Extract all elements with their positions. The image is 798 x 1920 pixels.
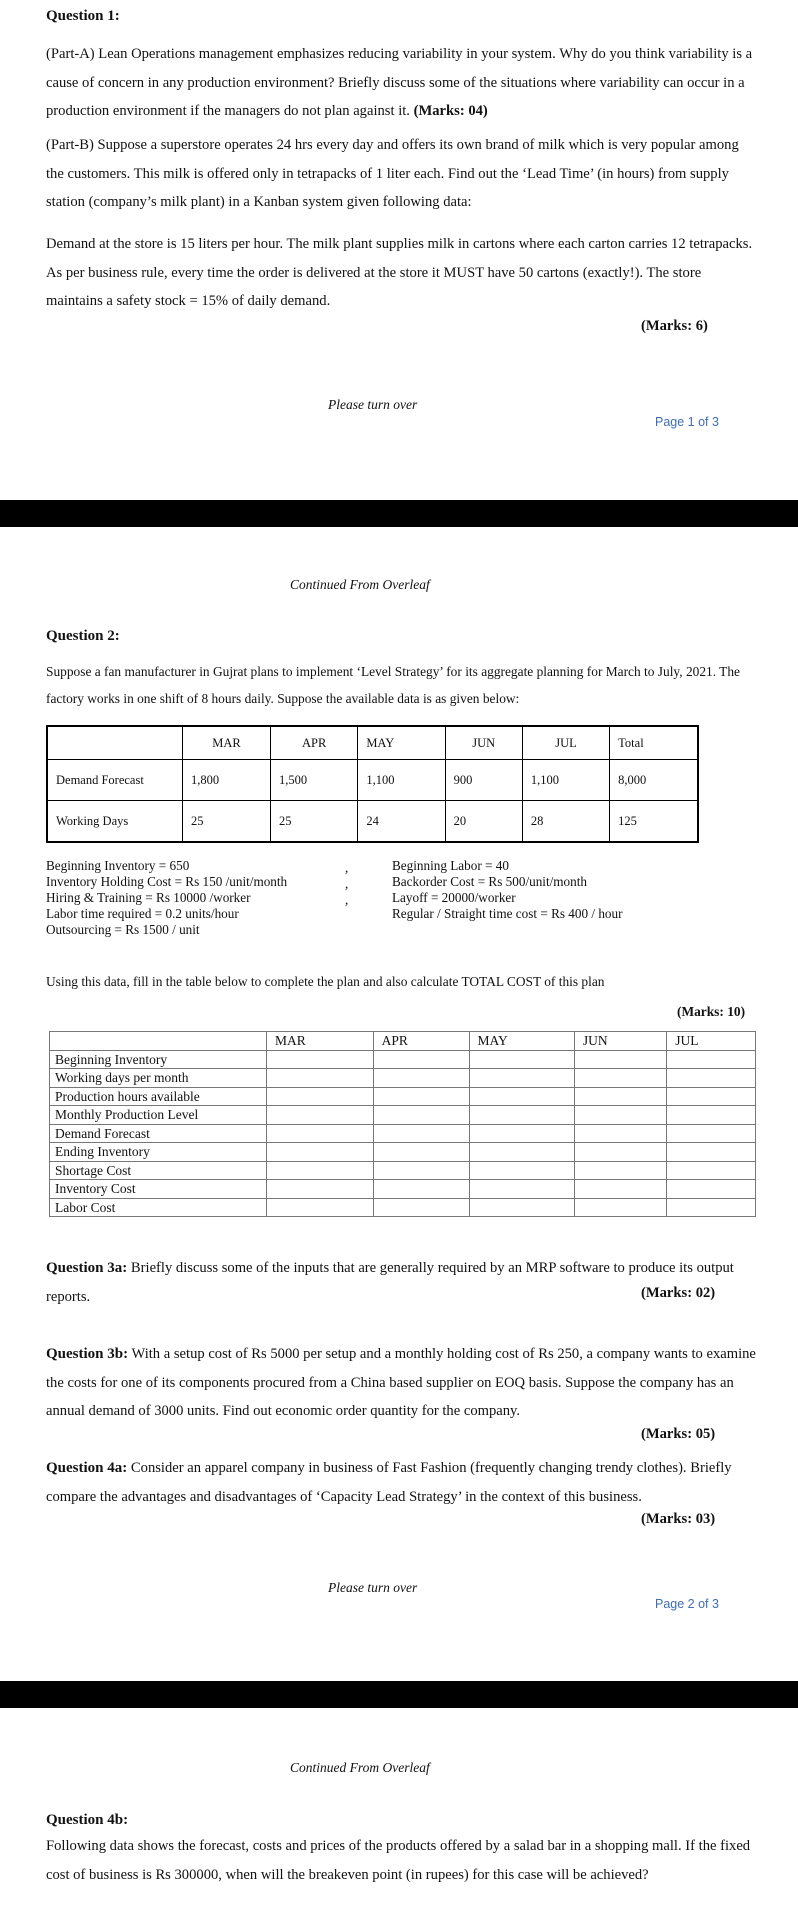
table-header-cell: JUN [574,1032,666,1051]
table-cell[interactable] [667,1180,756,1199]
table-cell: 900 [445,760,522,801]
row-label: Production hours available [50,1087,267,1106]
question-4b-text: Following data shows the forecast, costs and prices of the products offered by a salad bar in a shopping mall. If the fixed cost of business is Rs 300000, when will the breakeven point (in rupees) for this case will be achieved? [46,1838,751,1883]
table-header-cell: JUL [667,1032,756,1051]
table-cell: 25 [271,801,358,843]
table-cell[interactable] [373,1161,469,1180]
table-cell[interactable] [667,1069,756,1088]
table-cell: 25 [183,801,271,843]
table-cell[interactable] [574,1143,666,1162]
table-cell[interactable] [373,1198,469,1217]
table-cell[interactable] [667,1143,756,1162]
page-divider-2 [0,1681,798,1708]
table-header-cell: MAR [183,726,271,760]
info-item: Hiring & Training = Rs 10000 /worker [46,890,251,905]
info-separator: , [345,860,349,875]
table-cell: 8,000 [610,760,698,801]
question-3a-heading: Question 3a: [46,1260,128,1276]
table-header-cell [50,1032,267,1051]
info-item: Layoff = 20000/worker [392,890,516,905]
table-row [50,1143,756,1162]
question-4a-paragraph [46,1454,756,1511]
table-cell[interactable] [469,1143,574,1162]
table-header-cell: MAR [267,1032,374,1051]
question-3a-paragraph [46,1254,756,1311]
page-divider-1 [0,500,798,527]
table-header-cell: Total [610,726,698,760]
table-header-cell [47,726,183,760]
table-cell[interactable] [667,1124,756,1143]
row-label: Working days per month [50,1069,267,1088]
table-header-cell: JUN [445,726,522,760]
table-row [47,801,698,843]
table-header-row [50,1032,756,1051]
table-cell[interactable] [469,1161,574,1180]
question-3b-heading: Question 3b: [46,1346,129,1362]
table-cell[interactable] [267,1106,374,1125]
table-cell[interactable] [574,1087,666,1106]
question-1a-text: (Part-A) Lean Operations management emphasizes reducing variability in your system. Why do you think variability is a cause of concern in any production environment? Briefly discuss some of the situations where variability can occur in a production environment if the managers do not plan against it. [46,46,753,119]
table-cell[interactable] [574,1050,666,1069]
question-2-heading: Question 2: [46,628,120,644]
table-cell[interactable] [373,1106,469,1125]
question-4a-heading: Question 4a: [46,1460,128,1476]
table-header-cell: MAY [358,726,445,760]
please-turn-over-2: Please turn over [328,1580,418,1595]
plan-table [49,1031,756,1217]
table-row [50,1087,756,1106]
table-cell[interactable] [267,1050,374,1069]
page-number-1: Page 1 of 3 [655,415,719,429]
table-cell: Working Days [47,801,183,843]
table-cell[interactable] [469,1050,574,1069]
table-cell[interactable] [373,1124,469,1143]
continued-from-overleaf-2: Continued From Overleaf [290,1760,430,1775]
table-row [50,1161,756,1180]
table-cell[interactable] [469,1124,574,1143]
question-1a-marks: (Marks: 04) [413,103,488,119]
table-row [50,1050,756,1069]
row-label: Demand Forecast [50,1124,267,1143]
table-cell: 24 [358,801,445,843]
table-row [50,1069,756,1088]
row-label: Ending Inventory [50,1143,267,1162]
info-separators [345,860,348,908]
fill-table-instruction: Using this data, fill in the table below to complete the plan and also calculate TOTAL COST of this plan [46,974,605,989]
row-label: Inventory Cost [50,1180,267,1199]
table-cell[interactable] [373,1087,469,1106]
table-header-cell: APR [373,1032,469,1051]
info-separator: , [345,892,349,907]
table-cell[interactable] [667,1198,756,1217]
row-label: Labor Cost [50,1198,267,1217]
table-cell: 28 [522,801,609,843]
info-item: Beginning Inventory = 650 [46,858,190,873]
info-item: Outsourcing = Rs 1500 / unit [46,922,200,937]
question-4a-marks: (Marks: 03) [641,1511,716,1527]
table-cell: 125 [610,801,698,843]
info-item: Regular / Straight time cost = Rs 400 / hour [392,906,623,921]
info-item: Inventory Holding Cost = Rs 150 /unit/month [46,874,288,889]
table-header-cell: APR [271,726,358,760]
table-cell[interactable] [574,1106,666,1125]
question-4a-text: Consider an apparel company in business of Fast Fashion (frequently changing trendy clothes). Briefly compare the advantages and disadvantages of ‘Capacity Lead Strategy’ in the context of this business. [46,1460,732,1505]
table-cell[interactable] [267,1161,374,1180]
row-label: Shortage Cost [50,1161,267,1180]
info-item: Backorder Cost = Rs 500/unit/month [392,874,587,889]
table-cell[interactable] [574,1069,666,1088]
table-cell[interactable] [267,1087,374,1106]
table-cell[interactable] [469,1198,574,1217]
table-row [50,1198,756,1217]
table-cell[interactable] [574,1198,666,1217]
info-separator: , [345,876,349,891]
table-row [50,1124,756,1143]
table-row [50,1106,756,1125]
question-1b-text: (Part-B) Suppose a superstore operates 24 hrs every day and offers its own brand of milk which is very popular among the customers. This milk is offered only in tetrapacks of 1 liter each. Find out the ‘Lead Time’ (in hours) from supply station (company’s milk plant) in a Kanban system given following data: [46,137,739,210]
table-cell[interactable] [267,1198,374,1217]
table-cell[interactable] [469,1087,574,1106]
question-2-text: Suppose a fan manufacturer in Gujrat plans to implement ‘Level Strategy’ for its aggregate planning for March to July, 2021. The factory works in one shift of 8 hours daily. Suppose the available data is as given below: [46,664,741,706]
table-row [50,1180,756,1199]
info-item: Beginning Labor = 40 [392,858,509,873]
question-2-marks: (Marks: 10) [677,1004,746,1019]
table-cell[interactable] [373,1050,469,1069]
table-cell: 1,100 [358,760,445,801]
table-cell[interactable] [574,1161,666,1180]
table-cell[interactable] [469,1106,574,1125]
page-number-2: Page 2 of 3 [655,1597,719,1611]
table-cell[interactable] [373,1069,469,1088]
continued-from-overleaf-1: Continued From Overleaf [290,577,430,592]
please-turn-over-1: Please turn over [328,397,418,412]
question-1a-paragraph [46,40,756,126]
table-cell[interactable] [267,1143,374,1162]
table-cell[interactable] [373,1143,469,1162]
data-table [46,725,699,843]
question-3b-text: With a setup cost of Rs 5000 per setup and a monthly holding cost of Rs 250, a company wants to examine the costs for one of its components procured from a China based supplier on EOQ basis. Suppose the company has an annual demand of 3000 units. Find out economic order quantity for the company. [46,1346,756,1419]
question-3b-marks: (Marks: 05) [641,1426,716,1442]
question-1b-data: Demand at the store is 15 liters per hour. The milk plant supplies milk in cartons where each carton carries 12 tetrapacks. As per business rule, every time the order is delivered at the store it MUST have 50 cartons (exactly!). The store maintains a safety stock = 15% of daily demand. [46,236,753,309]
info-left-column [46,858,287,938]
table-cell: 1,100 [522,760,609,801]
question-4b-heading: Question 4b: [46,1812,129,1828]
table-cell[interactable] [373,1180,469,1199]
table-cell[interactable] [667,1050,756,1069]
table-header-cell: JUL [522,726,609,760]
table-row [47,760,698,801]
table-cell[interactable] [469,1180,574,1199]
row-label: Monthly Production Level [50,1106,267,1125]
table-cell[interactable] [267,1124,374,1143]
question-3a-marks: (Marks: 02) [641,1285,716,1301]
table-cell: Demand Forecast [47,760,183,801]
table-header-row [47,726,698,760]
question-3b-paragraph [46,1340,756,1426]
table-cell[interactable] [574,1124,666,1143]
table-cell[interactable] [469,1069,574,1088]
table-header-cell: MAY [469,1032,574,1051]
table-cell[interactable] [267,1069,374,1088]
table-cell: 20 [445,801,522,843]
question-1b-marks: (Marks: 6) [641,318,708,334]
table-cell: 1,800 [183,760,271,801]
table-cell[interactable] [667,1161,756,1180]
info-item: Labor time required = 0.2 units/hour [46,906,239,921]
table-cell[interactable] [574,1180,666,1199]
info-right-column [392,858,623,922]
table-cell[interactable] [667,1106,756,1125]
question-3a-text: Briefly discuss some of the inputs that are generally required by an MRP software to produce its output reports. [46,1260,734,1305]
row-label: Beginning Inventory [50,1050,267,1069]
table-cell[interactable] [667,1087,756,1106]
question-1-heading: Question 1: [46,8,120,24]
table-cell[interactable] [267,1180,374,1199]
table-cell: 1,500 [271,760,358,801]
